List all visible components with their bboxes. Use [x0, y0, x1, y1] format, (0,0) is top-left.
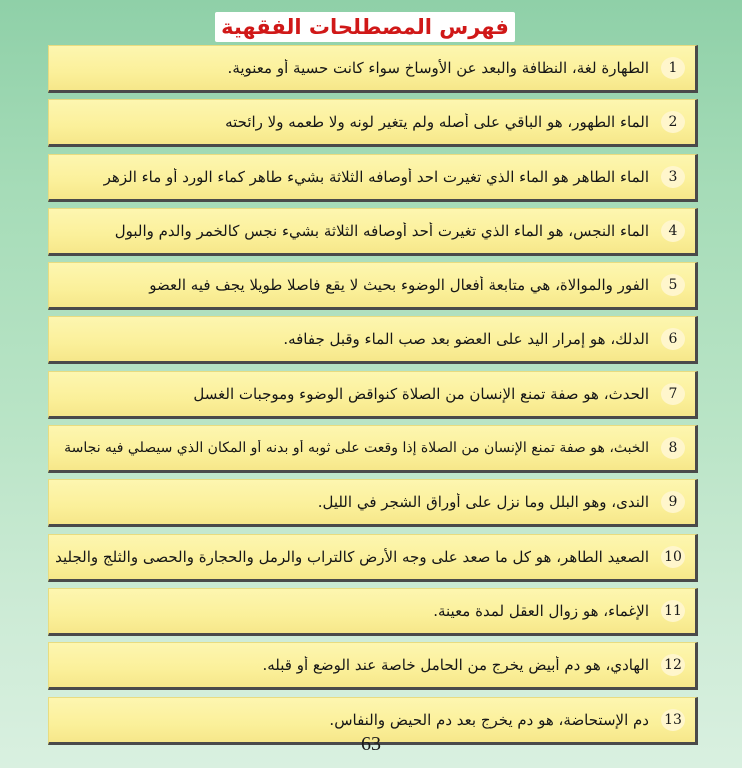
list-item	[48, 588, 698, 636]
item-number: 9	[661, 491, 685, 513]
item-number: 4	[661, 220, 685, 242]
page-title: فهرس المصطلحات الفقهية	[221, 15, 509, 39]
item-definition: الندى، وهو البلل وما نزل على أوراق الشجر في الليل.	[317, 493, 649, 512]
item-definition: الإغماء، هو زوال العقل لمدة معينة.	[433, 601, 649, 620]
item-number: 13	[661, 709, 685, 731]
item-definition: الماء النجس، هو الماء الذي تغيرت أحد أوصافه الثلاثة بشيء نجس كالخمر والدم والبول	[114, 221, 649, 240]
list-item	[48, 154, 698, 202]
item-definition: الفور والموالاة، هي متابعة أفعال الوضوء بحيث لا يقع فاصلا طويلا يجف فيه العضو	[149, 276, 649, 295]
list-item	[48, 479, 698, 527]
page-number: 63	[361, 733, 381, 755]
item-number: 7	[661, 383, 685, 405]
item-definition: الصعيد الطاهر، هو كل ما صعد على وجه الأرض كالتراب والرمل والحجارة والحصى والثلج والجليد	[55, 547, 649, 566]
item-definition: الماء الطهور، هو الباقي على أصله ولم يتغير لونه ولا طعمه ولا رائحته	[225, 113, 649, 132]
list-item	[48, 208, 698, 256]
list-item	[48, 642, 698, 690]
item-definition: الدلك، هو إمرار اليد على العضو بعد صب الماء وقبل جفافه.	[283, 330, 649, 349]
item-definition: الحدث، هو صفة تمنع الإنسان من الصلاة كنواقض الوضوء وموجبات الغسل	[193, 384, 649, 403]
item-definition: الطهارة لغة، النظافة والبعد عن الأوساخ سواء كانت حسية أو معنوية.	[227, 59, 649, 77]
item-number: 11	[661, 600, 685, 622]
item-number: 3	[661, 166, 685, 188]
list-item	[48, 262, 698, 310]
item-number: 10	[661, 546, 685, 568]
title-banner	[215, 12, 515, 42]
item-number: 5	[661, 274, 685, 296]
list-item	[48, 316, 698, 364]
item-definition: الهادي، هو دم أبيض يخرج من الحامل خاصة عند الوضع أو قبله.	[262, 656, 649, 675]
terms-list	[48, 45, 698, 751]
item-number: 6	[661, 328, 685, 350]
list-item	[48, 534, 698, 582]
item-number: 12	[661, 654, 685, 676]
list-item	[48, 99, 698, 147]
list-item	[48, 425, 698, 473]
item-number: 1	[661, 57, 685, 79]
item-definition: الماء الطاهر هو الماء الذي تغيرت احد أوصافه الثلاثة بشيء طاهر كماء الورد أو ماء الزهر	[103, 167, 649, 186]
item-number: 2	[661, 111, 685, 133]
list-item	[48, 371, 698, 419]
item-definition: دم الإستحاضة، هو دم يخرج بعد دم الحيض والنفاس.	[329, 710, 649, 729]
list-item	[48, 45, 698, 93]
item-number: 8	[661, 437, 685, 459]
item-definition: الخبث، هو صفة تمنع الإنسان من الصلاة إذا وقعت على ثوبه أو بدنه أو المكان الذي سيصلي فيه نجاسة	[64, 440, 649, 457]
